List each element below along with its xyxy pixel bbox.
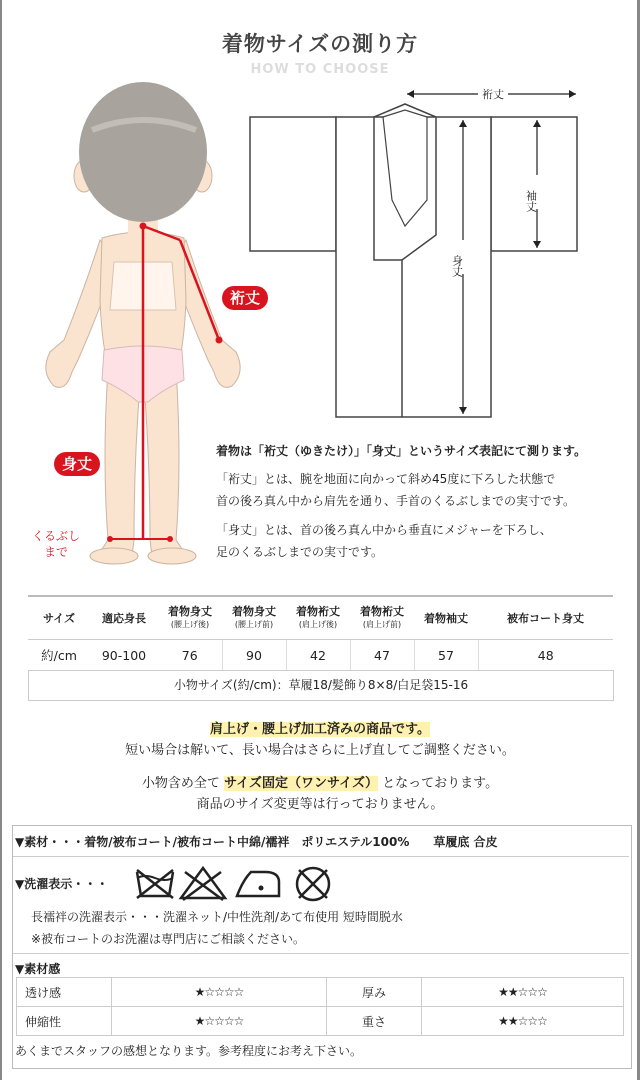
size-table [28,595,613,671]
no-bleach-icon [181,868,225,900]
note-highlight-2: サイズ固定（ワンサイズ） [224,776,378,791]
texture-table [16,977,624,1036]
kimono-illustration [250,104,577,417]
cell-height: 90-100 [90,640,158,671]
texture-stars-stretch: ★☆☆☆☆ [112,1007,327,1036]
header-size: サイズ [28,596,90,640]
table-row [17,1007,624,1036]
header-mitake-after: 着物身丈 (腰上げ後) [158,596,222,640]
yuki-badge: 裄丈 [222,286,268,310]
cell-yuki-before: 47 [350,640,414,671]
description-line-4: 「身丈」とは、首の後ろ真ん中から垂直にメジャーを下ろし、 [216,523,552,537]
accessory-sizes: 小物サイズ(約/cm)：草履18/髪飾り8×8/白足袋15-16 [28,670,614,701]
note-line-3c: となっております。 [382,776,499,791]
description-line-1: 着物は「裄丈（ゆきたけ）」「身丈」というサイズ表記にて測ります。 [216,444,587,458]
header-height: 適応身長 [90,596,158,640]
washing-icons [133,862,333,906]
table-row [17,978,624,1007]
kimono-sodetake-label: 袖丈 [524,190,538,212]
iron-low-icon [237,872,279,896]
note-line-2: 短い場合は解いて、長い場合はさらに上げ直してご調整ください。 [125,743,515,758]
note-highlight-1: 肩上げ・腰上げ加工済みの商品です。 [210,722,430,737]
header-yuki-after: 着物裄丈 (肩上げ後) [286,596,350,640]
washing-label: ▼洗濯表示・・・ [15,877,109,891]
mitake-badge: 身丈 [54,452,100,476]
washing-line-1: 長襦袢の洗濯表示・・・洗濯ネット/中性洗剤/あて布使用 短時間脱水 [31,910,403,924]
size-table-header [28,596,613,640]
note-line-4: 商品のサイズ変更等は行っておりません。 [196,797,444,812]
divider [13,953,629,954]
kimono-yuki-label: 裄丈 [482,88,504,101]
table-row [28,640,613,671]
texture-label: ▼素材感 [15,962,61,976]
cell-mitake-after: 76 [158,640,222,671]
note-line-1 [0,721,640,739]
header-yuki-before: 着物裄丈 (肩上げ前) [350,596,414,640]
kimono-mitake-label: 身丈 [450,255,464,277]
texture-label-thickness: 厚み [327,978,422,1007]
kurubushi-line1: くるぶし [31,529,80,543]
divider [13,856,629,857]
texture-label-weight: 重さ [327,1007,422,1036]
note-line-3 [0,775,640,793]
texture-stars-sheer: ★☆☆☆☆ [112,978,327,1007]
header-sodetake: 着物袖丈 [414,596,478,640]
texture-label-sheer: 透け感 [17,978,112,1007]
texture-footer: あくまでスタッフの感想となります。参考程度にお考え下さい。 [15,1044,363,1058]
page-title: 着物サイズの測り方 [221,32,419,56]
texture-label-stretch: 伸縮性 [17,1007,112,1036]
page-subtitle: HOW TO CHOOSE [250,62,390,77]
note-line-3a: 小物含め全て [141,776,220,791]
cell-sodetake: 57 [414,640,478,671]
header-coat-mitake: 被布コート身丈 [478,596,613,640]
kurubushi-line2: まで [43,545,68,559]
texture-stars-thickness: ★★☆☆☆ [422,978,624,1007]
kurubushi-label [30,528,82,560]
no-wash-icon [137,870,173,898]
washing-line-2: ※被布コートのお洗濯は専門店にご相談ください。 [31,932,306,946]
description-line-3: 首の後ろ真ん中から肩先を通り、手首のくるぶしまでの実寸です。 [216,494,576,508]
no-dry-clean-icon [297,868,329,900]
texture-stars-weight: ★★☆☆☆ [422,1007,624,1036]
header-mitake-before: 着物身丈 (腰上げ前) [222,596,286,640]
cell-size: 約/cm [28,640,90,671]
cell-coat-mitake: 48 [478,640,613,671]
cell-yuki-after: 42 [286,640,350,671]
material-label: ▼素材・・・着物/被布コート/被布コート中綿/襦袢 ポリエステル100% 草履底 合皮 [15,835,498,849]
description-line-2: 「裄丈」とは、腕を地面に向かって斜め45度に下ろした状態で [216,472,556,486]
cell-mitake-before: 90 [222,640,286,671]
description-line-5: 足のくるぶしまでの実寸です。 [216,545,384,559]
